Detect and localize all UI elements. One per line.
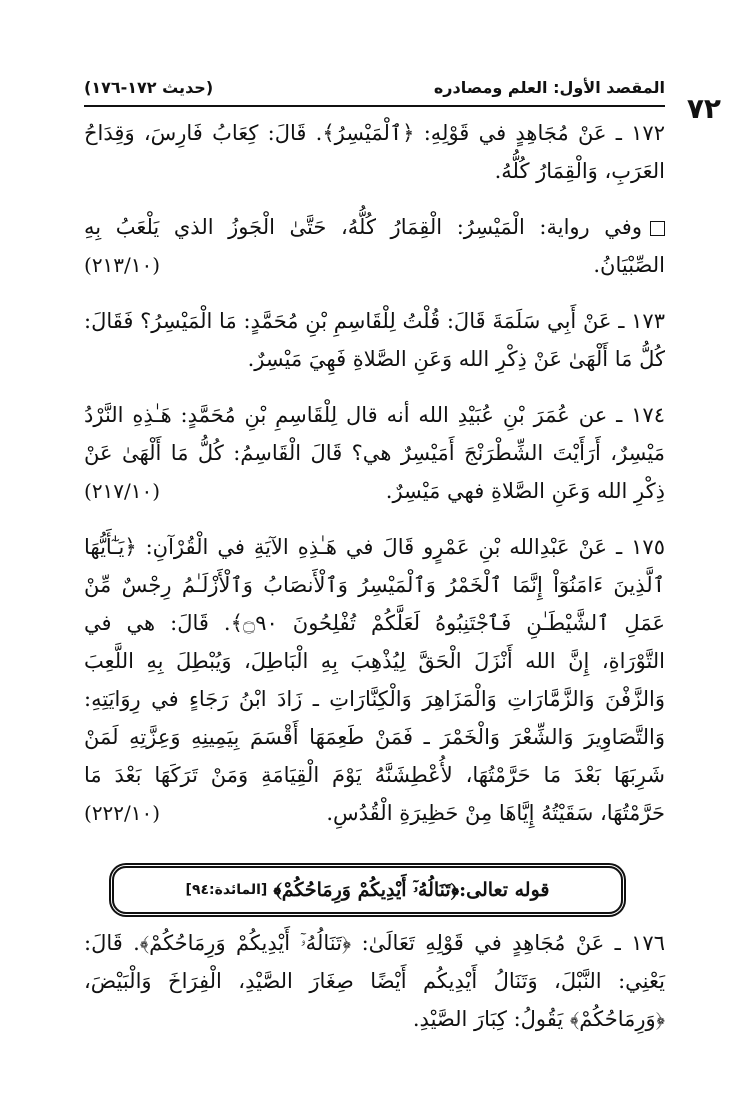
hadith-172-variant <box>84 208 665 284</box>
hadith-173 <box>84 302 665 378</box>
chapter-title: المقصد الأول: العلم ومصادره <box>433 77 665 97</box>
paragraph-text: ١٧٥ ـ عَنْ عَبْدِالله بْنِ عَمْرٍو قَالَ في هَـٰذِهِ الآيَةِ في الْقُرْآنِ: ﴿يَـٰٓأَيُّهَا ٱلَّذِينَ ءَامَنُوٓاْ إِنَّمَا ٱلْخَمْرُ وَٱلْمَيْسِرُ وَٱلْأَنصَابُ وَٱلْأَزْلَـٰمُ رِجْسٌ مِّنْ عَمَلِ ٱلشَّيْطَـٰنِ فَٱجْتَنِبُوهُ لَعَلَّكُمْ تُفْلِحُونَ ۝٩٠﴾. قَالَ: هي في التَّوْرَاةِ، إِنَّ الله أَنْزَلَ الْحَقَّ لِيُذْهِبَ بِهِ الْبَاطِلَ، وَيُبْطِلَ بِهِ اللَّعِبَ وَالزَّفْنَ وَالزَّمَّارَاتِ وَالْمَزَاهِرَ وَالْكِنَّارَاتِ ـ زَادَ ابْنُ رَجَاءٍ في رِوَايَتِهِ: وَالتَّصَاوِيرَ وَالشِّعْرَ وَالْخَمْرَ ـ فَمَنْ طَعِمَهَا أَقْسَمَ بِيَمِينِهِ وَعِزَّتِهِ لَمَنْ شَرِبَهَا بَعْدَ مَا حَرَّمْتُهَا، لأُعْطِشَنَّهُ يَوْمَ الْقِيَامَةِ وَمَنْ تَرَكَهَا بَعْدَ مَا حَرَّمْتُهَا، سَقَيْتُهُ إِيَّاهَا مِنْ حَظِيرَةِ الْقُدُسِ. <box>84 535 665 825</box>
paragraph-text: ١٧٦ ـ عَنْ مُجَاهِدٍ في قَوْلِهِ تَعَالَىٰ: ﴿تَنَالُهُۥٓ أَيْدِيكُمْ وَرِمَاحُكُمْ﴾. قَالَ: يَعْنِي: النَّبْلَ، وَتَنَالُ أَيْدِيكُم أَيْضًا صِغَارَ الصَّيْدِ، الْفِرَاخَ وَالْبَيْضَ، ﴿وَرِمَاحُكُمْ﴾ يَقُولُ: كِبَارَ الصَّيْدِ. <box>84 931 665 1031</box>
running-header <box>84 72 665 102</box>
source-reference: (٢٢٢/١٠) <box>84 801 161 825</box>
square-bullet-icon <box>650 221 665 236</box>
paragraph-text: ١٧٤ ـ عن عُمَرَ بْنِ عُبَيْدِ الله أنه قال لِلْقَاسِمِ بْنِ مُحَمَّدٍ: هَـٰذِهِ النَّرْدُ مَيْسِرٌ، أَرَأَيْتَ الشِّطْرَنْجَ أَمَيْسِرٌ هي؟ قَالَ الْقَاسِمُ: كُلُّ مَا أَلْهَىٰ عَنْ ذِكْرِ الله وَعَنِ الصَّلاةِ فهي مَيْسِرٌ. <box>84 403 665 503</box>
section-verse: ﴿تَنَالُهُۥٓ أَيْدِيكُمْ وَرِمَاحُكُمْ﴾ <box>273 879 460 901</box>
section-text <box>84 924 665 1038</box>
page-number: ٧٢ <box>686 92 721 125</box>
paragraph-text: ١٧٣ ـ عَنْ أَبِي سَلَمَةَ قَالَ: قُلْتُ لِلْقَاسِمِ بْنِ مُحَمَّدٍ: مَا الْمَيْسِرُ؟ فَقَالَ: كُلُّ مَا أَلْهَىٰ عَنْ ذِكْرِ الله وَعَنِ الصَّلاةِ فَهِيَ مَيْسِرٌ. <box>84 309 665 371</box>
hadith-174 <box>84 396 665 510</box>
hadith-172 <box>84 114 665 190</box>
section-citation: [المائدة:٩٤] <box>185 882 268 898</box>
main-text <box>84 114 665 832</box>
section-label: قوله تعالى: <box>459 879 550 901</box>
hadith-175 <box>84 528 665 832</box>
section-heading-box <box>112 866 623 914</box>
paragraph-text: ١٧٢ ـ عَنْ مُجَاهِدٍ في قَوْلِهِ: ﴿ٱلْمَيْسِرُ﴾. قَالَ: كِعَابُ فَارِسَ، وَقِدَاحُ العَرَبِ، وَالْقِمَارُ كُلُّهُ. <box>84 121 665 183</box>
paragraph-text: وفي رواية: الْمَيْسِرُ: الْقِمَارُ كُلُّهُ، حَتَّىٰ الْجَوزُ الذي يَلْعَبُ بِهِ الصِّبْيَانُ. <box>84 215 665 277</box>
hadith-range: (حديث ١٧٢-١٧٦) <box>84 77 214 97</box>
source-reference: (٢١٣/١٠) <box>84 253 161 277</box>
header-divider <box>84 105 665 107</box>
source-reference: (٢١٧/١٠) <box>84 479 161 503</box>
hadith-176 <box>84 924 665 1038</box>
